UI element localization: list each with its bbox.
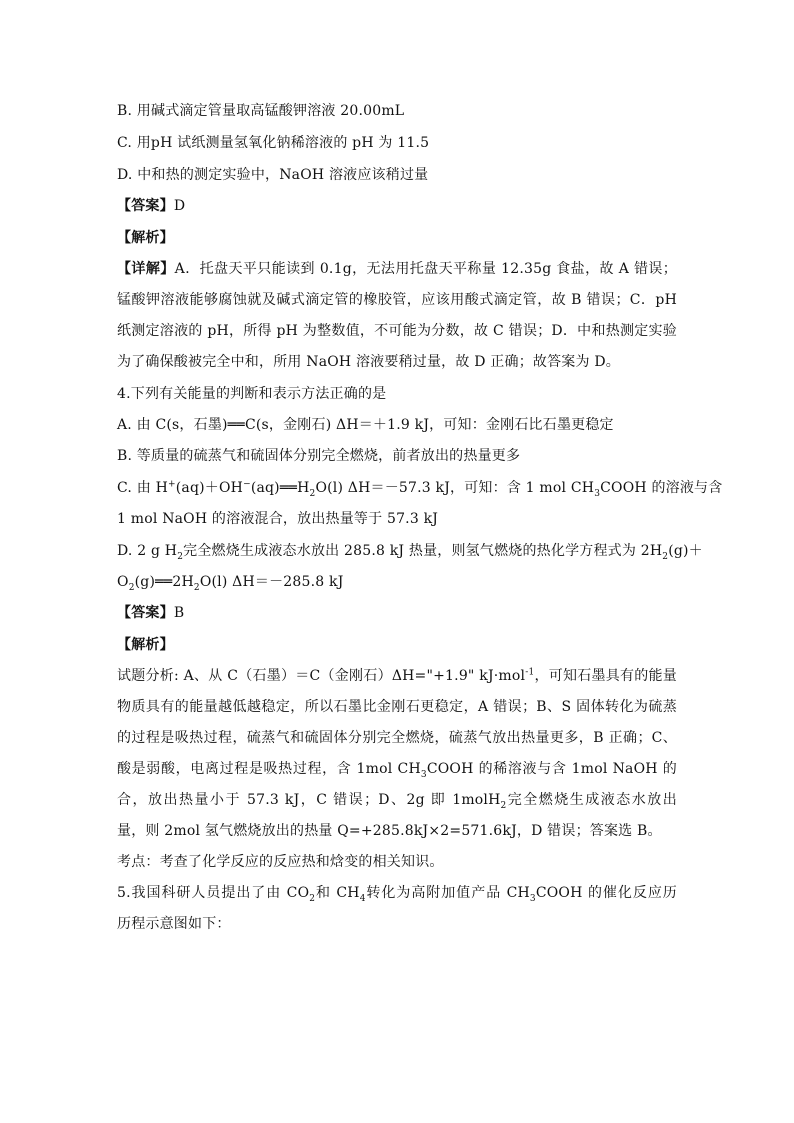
q4-analysis-line-5: 合，放出热量小于 57.3 kJ，C 错误；D、2g 即 1molH$_2$完全燃烧生成液态水放出: [117, 792, 677, 810]
q3-detail-line-1: 【详解】A．托盘天平只能读到 0.1g，无法用托盘天平称量 12.35g 食盐，故 A 错误；: [117, 261, 677, 277]
q4-option-c-line-1: C. 由 $H^+(aq)+OH^-(aq)══H_2O(l)$ ΔH＝－57.3 kJ，可知：含 1 mol $CH_3COOH$ 的溶液与含: [117, 479, 723, 499]
q3-detail-line-3: 纸测定溶液的 pH，所得 pH 为整数值，不可能为分数，故 C 错误；D．中和热测定实验: [117, 323, 677, 339]
q3-detail-line-4: 为了确保酸被完全中和，所用 NaOH 溶液要稍过量，故 D 正确；故答案为 D。: [117, 354, 620, 370]
detail-tag: 【详解】: [117, 261, 175, 277]
q4-analysis-line-2: 物质具有的能量越低越稳定，所以石墨比金刚石更稳定，A 错误；B、S 固体转化为硫蒸: [117, 699, 677, 715]
q3-detail-line-2: 锰酸钾溶液能够腐蚀就及碱式滴定管的橡胶管，应该用酸式滴定管，故 B 错误；C．pH: [117, 292, 677, 308]
q4-analysis-line-6: 量，则 2mol 氢气燃烧放出的热量 Q=+285.8kJ×2=571.6kJ，D 错误；答案选 B。: [117, 823, 662, 839]
q4-option-a: A. 由 C(s，石墨)══C(s，金刚石) ΔH＝＋1.9 kJ，可知：金刚石比石墨更稳定: [117, 417, 614, 433]
q4-analysis-line-3: 的过程是吸热过程，硫蒸气和硫固体分别完全燃烧，硫蒸气放出热量更多，B 正确；C、: [117, 730, 677, 746]
q5-stem-line-2: 历程示意图如下：: [117, 916, 231, 932]
q4-option-d-line-1: D. 2 g $H_2$完全燃烧生成液态水放出 285.8 kJ 热量，则氢气燃烧的热化学方程式为 $2H_2(g)+$: [117, 543, 703, 562]
q3-option-d: D. 中和热的测定实验中，NaOH 溶液应该稍过量: [117, 167, 429, 183]
answer-tag: 【答案】: [117, 198, 174, 214]
q3-analysis-tag: 【解析】: [117, 230, 174, 246]
q4-key-point: 考点：考查了化学反应的反应热和焓变的相关知识。: [117, 854, 444, 870]
q3-option-c: C. 用pH 试纸测量氢氧化钠稀溶液的 pH 为 11.5: [117, 135, 430, 151]
q3-option-b: B. 用碱式滴定管量取高锰酸钾溶液 20.00mL: [117, 103, 405, 119]
q3-answer: [117, 196, 185, 216]
q4-stem: 4.下列有关能量的判断和表示方法正确的是: [117, 386, 387, 402]
answer-value: D: [173, 198, 186, 214]
q4-option-c-line-2: 1 mol NaOH 的溶液混合，放出热量等于 57.3 kJ: [117, 511, 439, 527]
q4-analysis-line-1: 试题分析: A、从 C（石墨）＝C（金刚石）ΔH="+1.9" kJ·mol$^{-1}$，可知石墨具有的能量: [117, 667, 677, 684]
q5-stem-line-1: 5.我国科研人员提出了由 $CO_2$和 $CH_4$转化为高附加值产品 $CH_3COOH$ 的催化反应历: [117, 885, 677, 903]
q4-analysis-line-4: 酸是弱酸，电离过程是吸热过程，含 1mol $CH_3COOH$ 的稀溶液与含 1mol NaOH 的: [117, 761, 677, 779]
q4-answer: 【答案】B: [117, 605, 185, 621]
q4-option-b: B. 等质量的硫蒸气和硫固体分别完全燃烧，前者放出的热量更多: [117, 448, 521, 464]
q4-option-d-line-2: $O_2(g)══2H_2O(l)$ ΔH＝－285.8 kJ: [117, 574, 344, 593]
q4-analysis-tag: 【解析】: [117, 637, 174, 653]
